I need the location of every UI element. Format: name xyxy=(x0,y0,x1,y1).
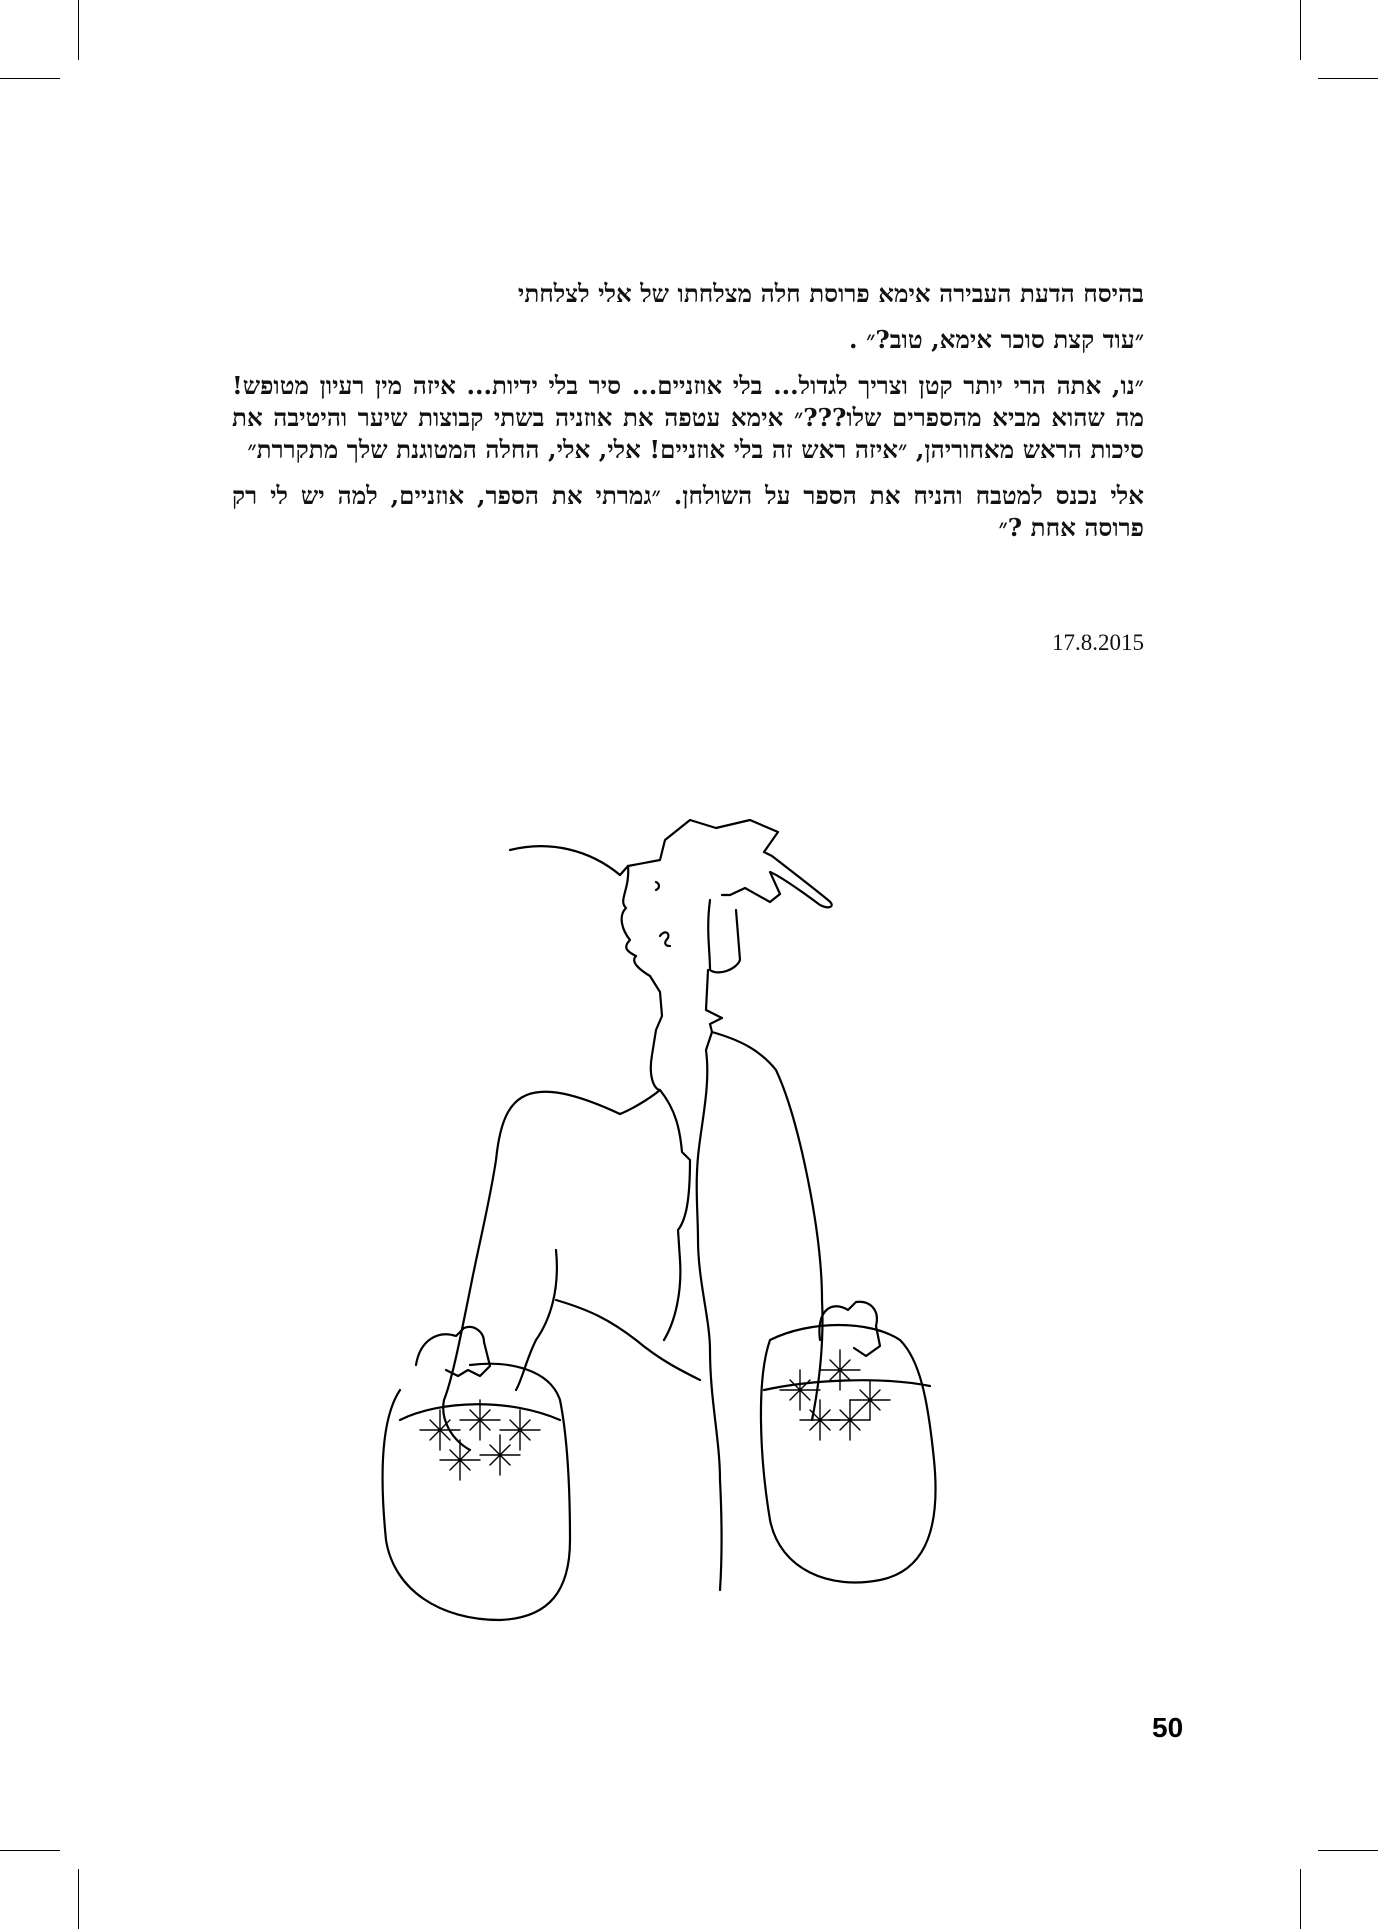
ear-mark xyxy=(660,932,670,946)
crop-mark-bottom-left-horizontal xyxy=(0,1850,60,1851)
story-text xyxy=(232,278,1144,558)
right-basket-rim xyxy=(764,1380,930,1390)
paragraph-2: ״עוד קצת סוכר אימא, טוב?״ . xyxy=(849,325,1144,354)
crop-mark-top-left-vertical xyxy=(78,0,79,60)
torso-left-inner xyxy=(660,1090,690,1340)
right-flowers xyxy=(780,1350,890,1440)
face-profile xyxy=(620,866,662,1114)
vest-front xyxy=(697,1032,722,1590)
cheek-line xyxy=(708,900,740,972)
crop-mark-top-left-horizontal xyxy=(0,78,60,79)
crop-mark-bottom-right-vertical xyxy=(1300,1869,1301,1929)
paragraph-1: בהיסח הדעת העבירה אימא פרוסת חלה מצלחתו של אלי לצלחתי xyxy=(517,279,1144,308)
collar-line xyxy=(706,970,722,1032)
paragraph-4: אלי נכנס למטבח והניח את הספר על השולחן. ״גמרתי את הספר, אוזניים, למה יש לי רק פרוסה אחת ?״ xyxy=(232,481,1144,542)
date-stamp: 17.8.2015 xyxy=(1052,630,1144,655)
crop-mark-bottom-right-horizontal xyxy=(1318,1850,1378,1851)
left-arm-outline xyxy=(443,1092,620,1450)
figure-illustration xyxy=(360,780,980,1640)
left-basket xyxy=(383,1364,570,1620)
paragraph-3: ״נו, אתה הרי יותר קטן וצריך לגדול... בלי אוזניים... סיר בלי ידיות... איזה מין רעיון מטופש! מה שהוא מביא מהספרים שלו???״ אימא עטפה את אוזניה בשתי קבוצות שיער והיטיבה את סיכות הראש מאחוריהן, ״איזה ראש זה בלי אוזניים! אלי, אלי, החלה המטוגנת שלך מתקררת״ xyxy=(232,371,1144,464)
right-basket xyxy=(761,1325,936,1583)
hat-outline xyxy=(510,820,832,907)
crop-mark-bottom-left-vertical xyxy=(78,1869,79,1929)
crop-mark-top-right-horizontal xyxy=(1318,78,1378,79)
left-flowers xyxy=(420,1400,540,1480)
crop-mark-top-right-vertical xyxy=(1300,0,1301,60)
page-number: 50 xyxy=(1152,1712,1184,1743)
waist-line xyxy=(556,1300,700,1380)
torso-right xyxy=(712,1032,823,1420)
eye-mark xyxy=(656,882,659,890)
